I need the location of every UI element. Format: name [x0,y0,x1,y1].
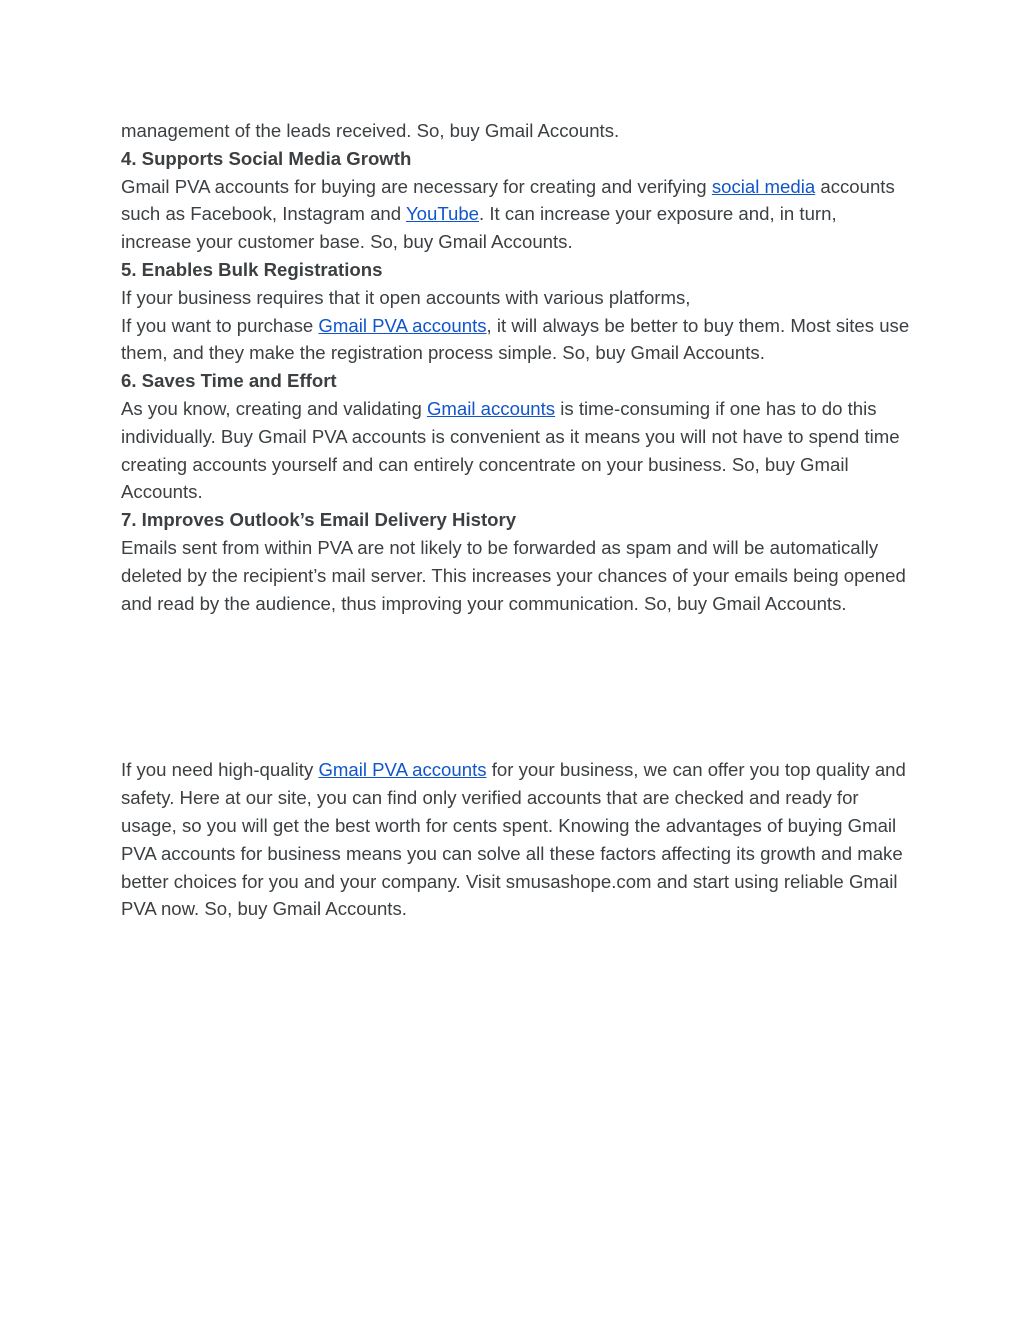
paragraph-text: If you want to purchase [121,314,319,336]
gmail-pva-accounts-link-2[interactable]: Gmail PVA accounts [318,759,487,781]
gmail-pva-accounts-link[interactable]: Gmail PVA accounts [318,314,487,336]
heading-social-media-growth: 4. Supports Social Media Growth [121,147,412,169]
spacer [121,617,911,756]
paragraph-saves-time [121,395,911,506]
youtube-link[interactable]: YouTube [405,203,480,225]
paragraph-text: Gmail PVA accounts for buying are necessary for creating and verifying [121,175,712,197]
heading-saves-time: 6. Saves Time and Effort [121,370,337,392]
gmail-accounts-link[interactable]: Gmail accounts [426,397,556,419]
paragraph-platforms: If your business requires that it open accounts with various platforms, [121,286,691,308]
paragraph-text: is time-consuming if one has to do this individually. Buy Gmail PVA accounts is convenient as it means you will not have to spend time creating accounts yourself and can entirely concentrate on your business. So, buy Gmail Accounts. [121,397,900,503]
paragraph-text: , it will always be better to buy them. Most sites use them, and they make the registration process simple. So, buy Gmail Accounts. [121,314,910,364]
paragraph-social-media [121,173,911,256]
social-media-link[interactable]: social media [711,175,816,197]
paragraph-text: for your business, we can offer you top quality and safety. Here at our site, you can find only verified accounts that are checked and ready for usage, so you will get the best worth for cents spent. Knowing the advantages of buying Gmail PVA accounts for business means you can solve all these factors affecting its growth and make better choices for you and your company. Visit smusashope.com and start using reliable Gmail PVA now. So, buy Gmail Accounts. [121,759,906,920]
document-body [121,117,911,923]
paragraph-purchase [121,312,911,368]
heading-bulk-registrations: 5. Enables Bulk Registrations [121,258,383,280]
paragraph-leads: management of the leads received. So, buy Gmail Accounts. [121,120,620,141]
heading-email-delivery: 7. Improves Outlook’s Email Delivery History [121,509,517,531]
paragraph-conclusion [121,756,911,923]
paragraph-text: As you know, creating and validating [121,397,427,419]
paragraph-text: If you need high-quality [121,759,319,781]
paragraph-text: accounts such as Facebook, Instagram and [121,175,895,225]
paragraph-email-delivery: Emails sent from within PVA are not likely to be forwarded as spam and will be automatically deleted by the recipient’s mail server. This increases your chances of your emails being opened and read by the audience, thus improving your communication. So, buy Gmail Accounts. [121,536,906,614]
paragraph-text: . It can increase your exposure and, in turn, increase your customer base. So, buy Gmail Accounts. [121,203,837,253]
